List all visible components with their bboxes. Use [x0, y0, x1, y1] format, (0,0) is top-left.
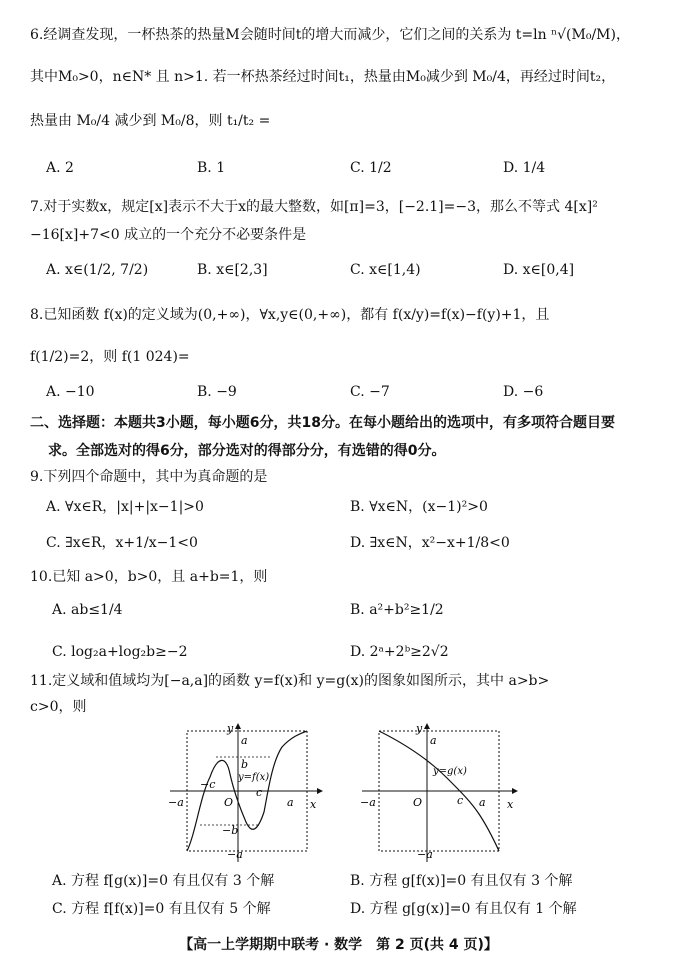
- q11-option-d: D. 方程 g[g(x)]=0 有且仅有 1 个解: [350, 901, 577, 917]
- graph-f-x-label: x: [310, 798, 317, 811]
- q9-option-d: D. ∃x∈N，x²−x+1/8<0: [350, 535, 510, 551]
- graph-g-a-top: a: [430, 734, 437, 747]
- q7-option-d: D. x∈[0,4]: [503, 262, 575, 278]
- graph-f-a-top: a: [241, 734, 248, 747]
- q10-option-c: C. log₂a+log₂b≥−2: [52, 644, 188, 660]
- q9-option-b: B. ∀x∈N，(x−1)²>0: [350, 499, 488, 515]
- graph-f-neg-a-bottom: −a: [227, 848, 243, 861]
- q9-option-a: A. ∀x∈R，|x|+|x−1|>0: [46, 499, 204, 515]
- graph-g: [357, 722, 532, 862]
- q8-option-c: C. −7: [350, 384, 390, 400]
- q8-option-d: D. −6: [503, 384, 544, 400]
- q9-option-c: C. ∃x∈R，x+1/x−1<0: [46, 535, 198, 551]
- graph-f-origin: O: [224, 796, 234, 809]
- q7-line1: 7.对于实数x，规定[x]表示不大于x的最大整数，如[π]=3，[−2.1]=−3，那么不等式 4[x]²: [30, 199, 598, 215]
- q10-option-d: D. 2ᵃ+2ᵇ≥2√2: [350, 644, 449, 660]
- graph-f-c: c: [256, 786, 263, 799]
- page-footer: 【高一上学期期中联考 · 数学 第 2 页(共 4 页)】: [179, 937, 498, 953]
- graph-g-neg-a-left: −a: [360, 796, 376, 809]
- q6-line1: 6.经调查发现，一杯热茶的热量M会随时间t的增大而减少，它们之间的关系为 t=ln ⁿ√(M₀/M)，: [30, 27, 630, 43]
- graph-f-a-right: a: [287, 796, 294, 809]
- section2-heading: 二、选择题：本题共3小题，每小题6分，共18分。在每小题给出的选项中，有多项符合题目要: [30, 415, 615, 431]
- q8-option-b: B. −9: [197, 384, 237, 400]
- q7-option-b: B. x∈[2,3]: [197, 262, 268, 278]
- graph-g-x-label: x: [507, 798, 514, 811]
- q8-line2: f(1/2)=2，则 f(1 024)=: [30, 349, 190, 365]
- graph-g-neg-a-bottom: −a: [417, 848, 433, 861]
- q11-option-b: B. 方程 g[f(x)]=0 有且仅有 3 个解: [350, 873, 573, 889]
- q11-line2: c>0，则: [30, 699, 87, 715]
- graph-f-neg-c: −c: [200, 778, 216, 791]
- q7-line2: −16[x]+7<0 成立的一个充分不必要条件是: [30, 227, 307, 243]
- q8-option-a: A. −10: [46, 384, 95, 400]
- q10-stem: 10.已知 a>0，b>0，且 a+b=1，则: [30, 569, 268, 585]
- graph-f-neg-a-left: −a: [168, 796, 184, 809]
- q6-option-d: D. 1/4: [503, 160, 546, 176]
- graph-f: [162, 722, 337, 862]
- q10-option-a: A. ab≤1/4: [52, 602, 123, 618]
- section2-heading-cont: 求。全部选对的得6分，部分选对的得部分分，有选错的得0分。: [48, 443, 446, 459]
- q7-option-c: C. x∈[1,4): [350, 262, 421, 278]
- graph-f-b: b: [241, 758, 249, 771]
- q11-line1: 11.定义域和值域均为[−a,a]的函数 y=f(x)和 y=g(x)的图象如图所示，其中 a>b>: [30, 673, 550, 689]
- q9-stem: 9.下列四个命题中，其中为真命题的是: [30, 469, 268, 485]
- graph-g-func-label: y=g(x): [433, 766, 467, 777]
- graph-g-y-label: y: [416, 722, 423, 735]
- graph-f-neg-b: −b: [222, 824, 239, 837]
- q6-line2: 其中M₀>0，n∈N* 且 n>1. 若一杯热茶经过时间t₁，热量由M₀减少到 M₀/4，再经过时间t₂，: [30, 69, 616, 85]
- graph-f-y-label: y: [227, 722, 234, 735]
- q6-option-a: A. 2: [46, 160, 74, 176]
- q6-option-c: C. 1/2: [350, 160, 392, 176]
- graph-g-c: c: [457, 794, 464, 807]
- graph-g-a-right: a: [479, 796, 486, 809]
- graph-f-func-label: y=f(x): [238, 772, 270, 783]
- q11-option-c: C. 方程 f[f(x)]=0 有且仅有 5 个解: [52, 901, 271, 917]
- q10-option-b: B. a²+b²≥1/2: [350, 602, 444, 618]
- q6-line3: 热量由 M₀/4 减少到 M₀/8，则 t₁/t₂ =: [30, 113, 271, 129]
- q7-option-a: A. x∈(1/2, 7/2): [46, 262, 149, 278]
- q6-option-b: B. 1: [197, 160, 226, 176]
- graph-g-origin: O: [413, 796, 423, 809]
- q8-line1: 8.已知函数 f(x)的定义域为(0,+∞)，∀x,y∈(0,+∞)，都有 f(x/y)=f(x)−f(y)+1，且: [30, 307, 550, 323]
- q11-option-a: A. 方程 f[g(x)]=0 有且仅有 3 个解: [52, 873, 275, 889]
